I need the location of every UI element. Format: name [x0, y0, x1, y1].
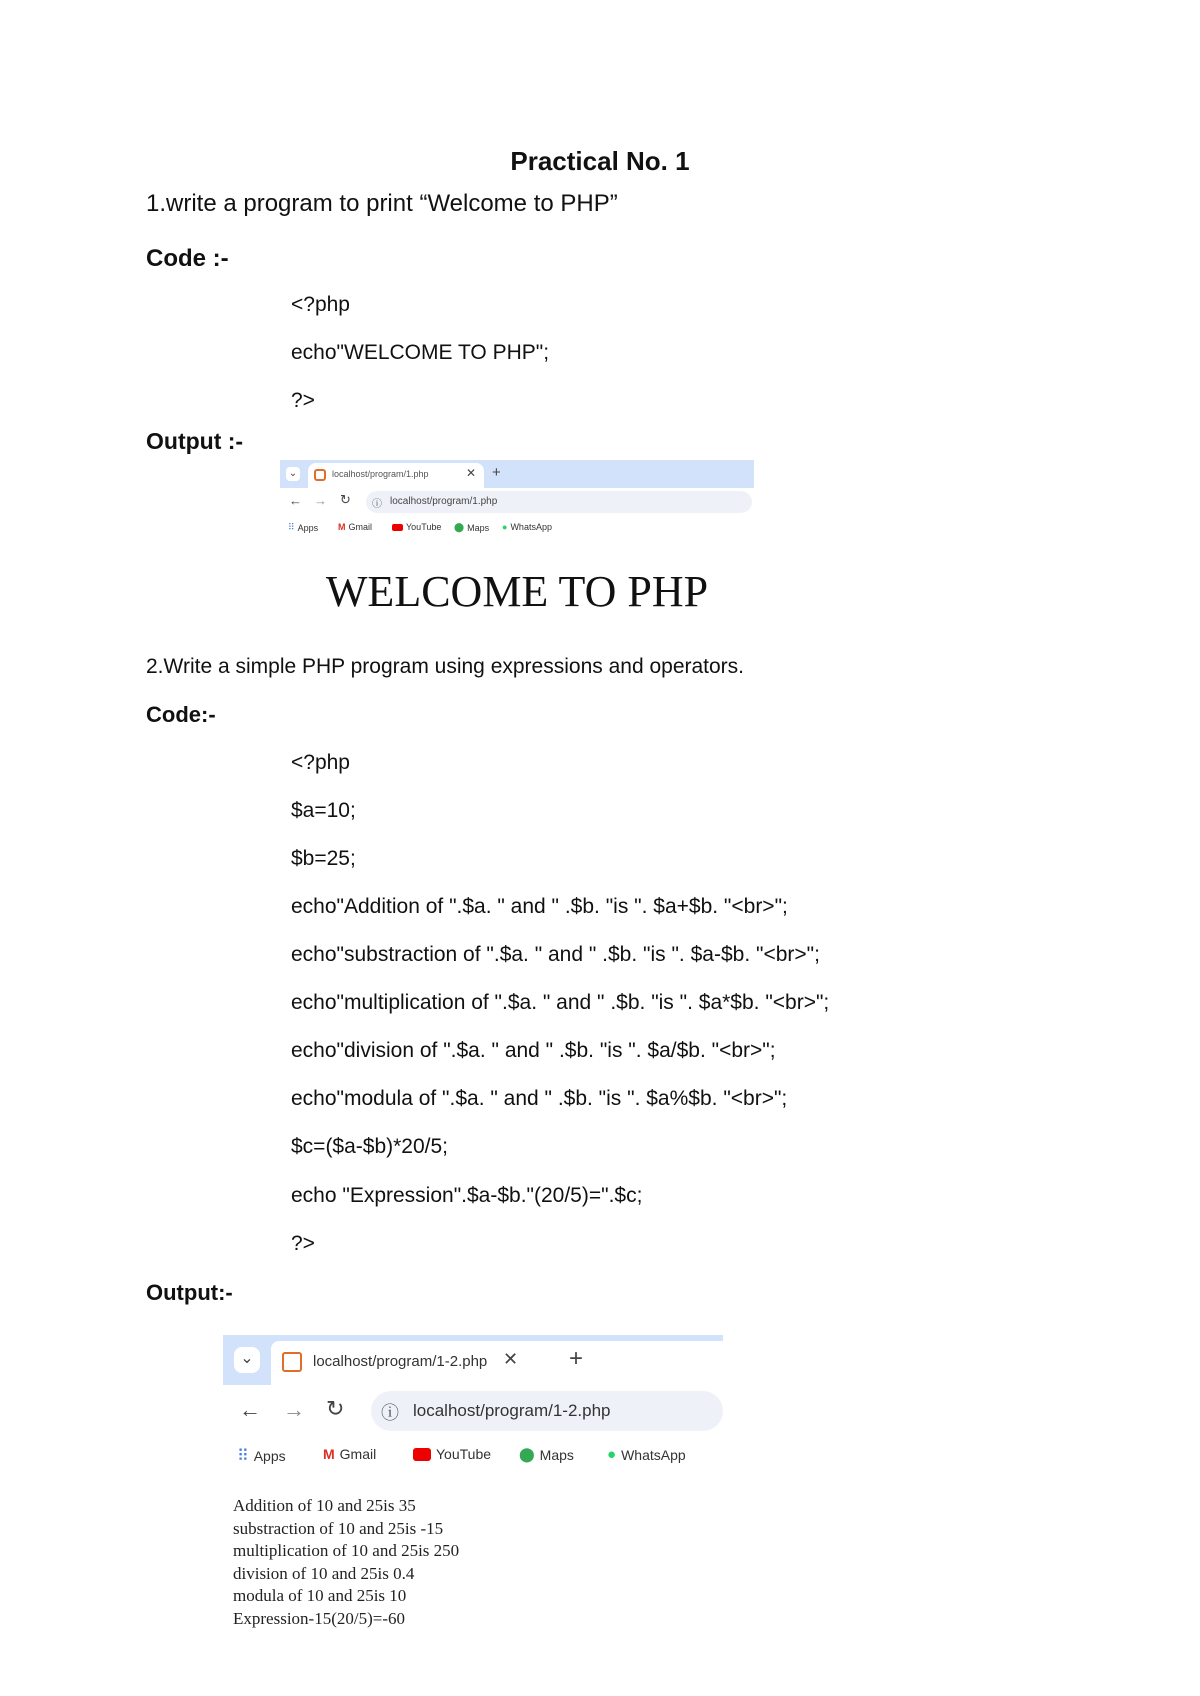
youtube-icon: [413, 1448, 431, 1461]
browser-toolbar: [280, 488, 754, 516]
code-line: <?php: [291, 293, 350, 316]
tab-strip: [280, 460, 754, 488]
whatsapp-icon: ●: [502, 522, 508, 532]
info-icon: ⓘ: [372, 499, 382, 510]
bookmark-whatsapp[interactable]: ● WhatsApp: [502, 522, 552, 532]
output-line: modula of 10 and 25is 10: [233, 1586, 407, 1605]
chevron-down-icon[interactable]: ⌄: [234, 1347, 260, 1373]
output-text: [233, 1495, 459, 1630]
bookmarks-bar: [237, 1446, 717, 1468]
browser-tab[interactable]: [308, 463, 484, 488]
maps-pin-icon: ⬤: [519, 1446, 535, 1462]
url-text: localhost/program/1-2.php: [413, 1401, 611, 1420]
tab-strip: [223, 1335, 723, 1385]
output-line: substraction of 10 and 25is -15: [233, 1518, 444, 1538]
apps-grid-icon: ⠿: [237, 1448, 249, 1465]
browser-screenshot-1: [280, 460, 754, 542]
browser-screenshot-2: [223, 1335, 723, 1635]
bookmark-maps[interactable]: ⬤ Maps: [454, 522, 490, 533]
browser-tab[interactable]: [271, 1341, 777, 1385]
whatsapp-icon: ●: [607, 1446, 617, 1463]
xampp-tab-icon: [282, 1352, 302, 1372]
bookmark-whatsapp[interactable]: ● WhatsApp: [607, 1446, 686, 1463]
output-label-2: Output:-: [146, 1280, 233, 1305]
bookmark-apps[interactable]: ⠿ Apps: [288, 522, 319, 533]
bookmark-apps[interactable]: ⠿ Apps: [237, 1448, 286, 1465]
code-label-1: Code :-: [146, 245, 229, 272]
close-icon[interactable]: ✕: [466, 466, 477, 480]
reload-icon[interactable]: ↻: [340, 492, 351, 507]
browser-toolbar: [223, 1385, 723, 1437]
gmail-icon: M: [323, 1446, 335, 1462]
question-2: 2.Write a simple PHP program using expressions and operators.: [146, 655, 745, 678]
tab-title: localhost/program/1-2.php: [313, 1353, 488, 1370]
code-line: $a=10;: [291, 799, 356, 822]
code-line: echo"modula of ".$a. " and " .$b. "is ". $a%$b. "<br>";: [291, 1087, 788, 1110]
back-arrow-icon[interactable]: ←: [289, 493, 302, 508]
bookmark-maps[interactable]: ⬤ Maps: [519, 1446, 574, 1463]
bookmark-gmail[interactable]: M Gmail: [338, 522, 373, 532]
code-line: echo"substraction of ".$a. " and " .$b. "is ". $a-$b. "<br>";: [291, 943, 820, 966]
question-1: 1.write a program to print “Welcome to PHP”: [146, 190, 618, 217]
info-icon: ⓘ: [381, 1403, 399, 1423]
apps-grid-icon: ⠿: [288, 522, 295, 532]
bookmark-youtube[interactable]: YouTube: [392, 522, 441, 532]
plus-icon[interactable]: +: [569, 1345, 584, 1372]
forward-arrow-icon[interactable]: →: [283, 1397, 305, 1422]
code-line: $c=($a-$b)*20/5;: [291, 1135, 449, 1158]
forward-arrow-icon[interactable]: →: [314, 493, 327, 508]
youtube-icon: [392, 524, 403, 531]
code-line: echo"WELCOME TO PHP";: [291, 341, 550, 364]
bookmarks-bar: [288, 522, 748, 538]
output-label-1: Output :-: [146, 428, 244, 454]
output-line: multiplication of 10 and 25is 250: [233, 1541, 460, 1560]
output-heading: WELCOME TO PHP: [325, 567, 709, 616]
xampp-tab-icon: [314, 469, 326, 481]
code-line: echo"division of ".$a. " and " .$b. "is ". $a/$b. "<br>";: [291, 1039, 776, 1062]
code-line: echo"multiplication of ".$a. " and " .$b. "is ". $a*$b. "<br>";: [291, 991, 830, 1014]
chevron-down-icon[interactable]: ⌄: [286, 467, 300, 481]
page-title: Practical No. 1: [510, 146, 690, 176]
code-line: $b=25;: [291, 847, 356, 870]
code-line: echo "Expression".$a-$b."(20/5)=".$c;: [291, 1184, 643, 1207]
code-line: ?>: [291, 389, 315, 412]
address-bar[interactable]: [366, 491, 752, 513]
code-label-2: Code:-: [146, 702, 216, 727]
output-line: Expression-15(20/5)=-60: [233, 1608, 406, 1628]
code-line: ?>: [291, 1232, 315, 1255]
code-line: echo"Addition of ".$a. " and " .$b. "is ". $a+$b. "<br>";: [291, 895, 788, 918]
maps-pin-icon: ⬤: [454, 522, 465, 532]
output-line: Addition of 10 and 25is 35: [233, 1496, 416, 1515]
close-icon[interactable]: ✕: [503, 1349, 519, 1369]
code-line: <?php: [291, 751, 350, 774]
output-line: division of 10 and 25is 0.4: [233, 1563, 415, 1583]
address-bar[interactable]: [371, 1391, 723, 1431]
back-arrow-icon[interactable]: ←: [239, 1397, 261, 1422]
url-text: localhost/program/1.php: [390, 496, 498, 507]
plus-icon[interactable]: +: [492, 464, 501, 481]
bookmark-gmail[interactable]: M Gmail: [323, 1446, 377, 1462]
reload-icon[interactable]: ↻: [326, 1396, 345, 1421]
bookmark-youtube[interactable]: YouTube: [413, 1446, 491, 1462]
tab-title: localhost/program/1.php: [332, 469, 429, 479]
gmail-icon: M: [338, 522, 346, 532]
